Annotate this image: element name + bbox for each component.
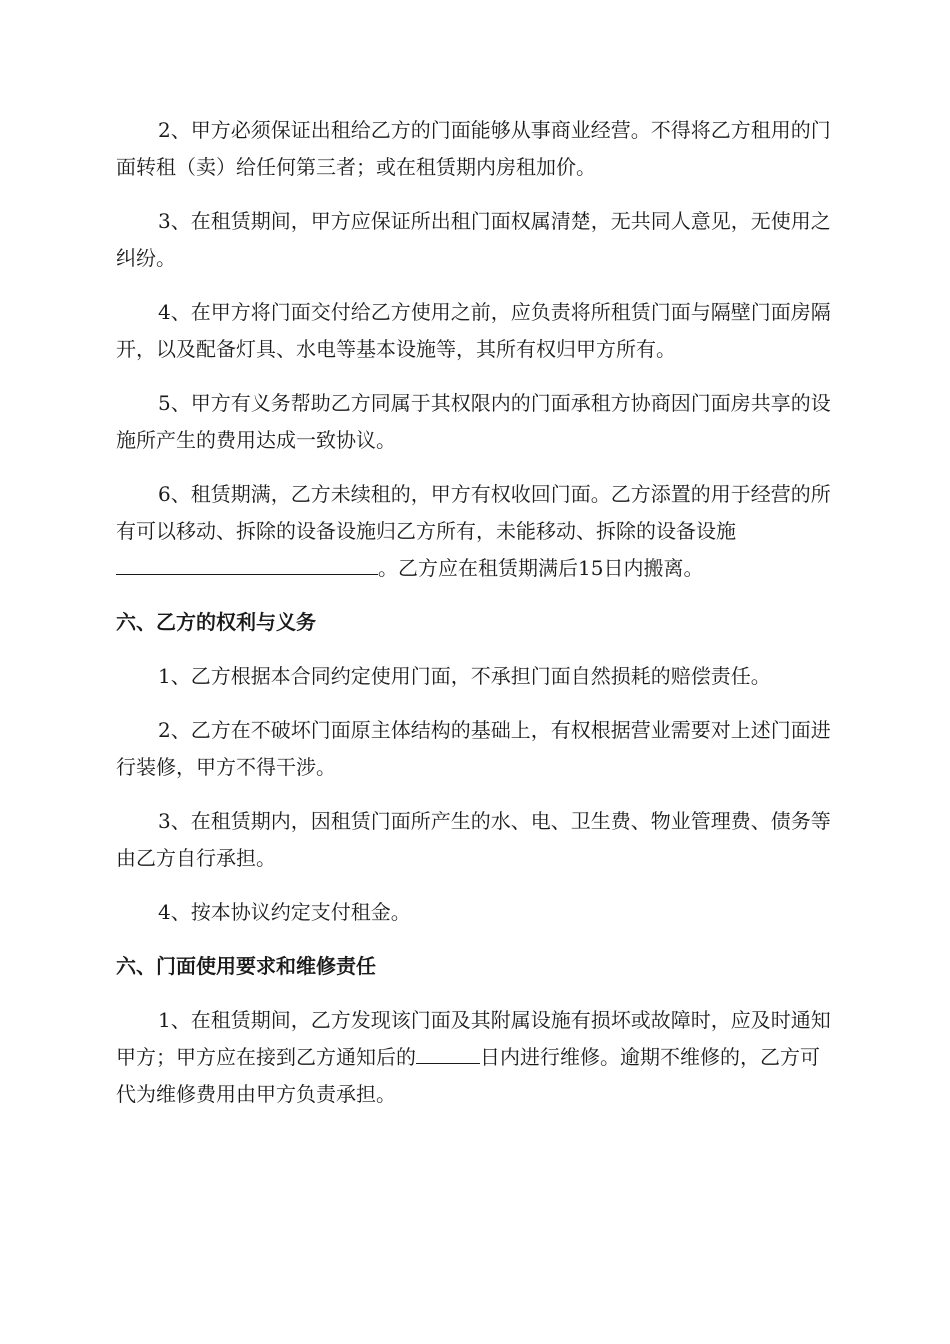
clause-a-6 bbox=[116, 476, 836, 587]
section-heading-rights-obligations: 六、乙方的权利与义务 bbox=[116, 610, 316, 634]
clause-b-4: 4、按本协议约定支付租金。 bbox=[158, 900, 411, 924]
clause-a-5: 5、甲方有义务帮助乙方同属于其权限内的门面承租方协商因门面房共享的设施所产生的费用达成一致协议。 bbox=[116, 391, 831, 452]
clause-b-1: 1、乙方根据本合同约定使用门面，不承担门面自然损耗的赔偿责任。 bbox=[158, 664, 771, 688]
clause-a-6-text-before: 6、租赁期满，乙方未续租的，甲方有权收回门面。乙方添置的用于经营的所有可以移动、拆除的设备设施归乙方所有，未能移动、拆除的设备设施 bbox=[116, 482, 831, 543]
clause-a-6-text-after: 。乙方应在租赁期满后15日内搬离。 bbox=[378, 556, 704, 580]
clause-c-1 bbox=[116, 1002, 836, 1113]
clause-a-2: 2、甲方必须保证出租给乙方的门面能够从事商业经营。不得将乙方租用的门面转租（卖）给任何第三者；或在租赁期内房租加价。 bbox=[116, 118, 831, 179]
clause-a-4: 4、在甲方将门面交付给乙方使用之前，应负责将所租赁门面与隔壁门面房隔开，以及配备灯具、水电等基本设施等，其所有权归甲方所有。 bbox=[116, 300, 831, 361]
fill-in-blank bbox=[416, 1041, 480, 1064]
clause-a-3: 3、在租赁期间，甲方应保证所出租门面权属清楚，无共同人意见，无使用之纠纷。 bbox=[116, 209, 831, 270]
fill-in-blank bbox=[116, 552, 378, 575]
section-heading-repair: 六、门面使用要求和维修责任 bbox=[116, 954, 376, 978]
clause-b-3: 3、在租赁期内，因租赁门面所产生的水、电、卫生费、物业管理费、债务等由乙方自行承担。 bbox=[116, 809, 831, 870]
document-page bbox=[116, 112, 836, 1130]
clause-b-2: 2、乙方在不破坏门面原主体结构的基础上，有权根据营业需要对上述门面进行装修，甲方不得干涉。 bbox=[116, 718, 831, 779]
clause-c-1-text-after: 日内进行维修。逾期不维修的，乙方可代为维修费用由甲方负责承担。 bbox=[116, 1045, 820, 1106]
clause-c-1-text-before: 1、在租赁期间，乙方发现该门面及其附属设施有损坏或故障时，应及时通知甲方；甲方应在接到乙方通知后的 bbox=[116, 1008, 831, 1069]
